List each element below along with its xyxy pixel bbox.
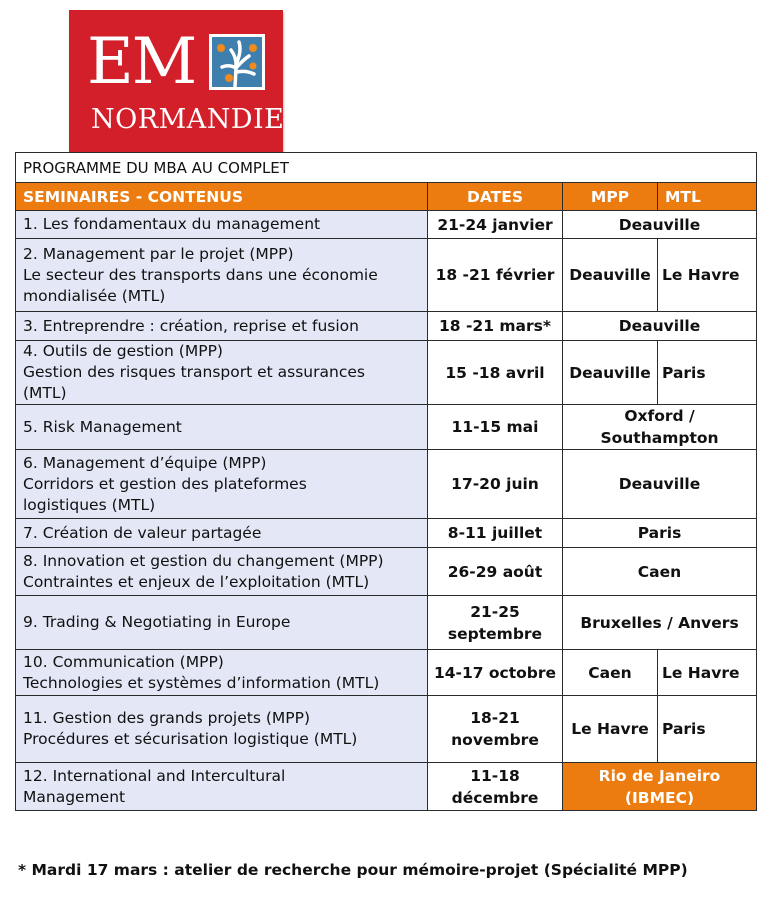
seminar-line: 5. Risk Management — [23, 417, 182, 436]
seminar-content — [16, 548, 428, 596]
seminar-dates — [428, 696, 563, 763]
location: Caen — [563, 548, 757, 596]
date-line: décembre — [451, 788, 539, 807]
seminar-line: 11. Gestion des grands projets (MPP) — [23, 709, 311, 727]
seminar-line: Contraintes et enjeux de l’exploitation (MTL) — [23, 572, 370, 591]
table-row — [16, 239, 757, 312]
seminar-content — [16, 696, 428, 763]
seminar-content — [16, 405, 428, 450]
seminar-dates — [428, 548, 563, 596]
location — [563, 405, 757, 450]
date-line: 8-11 juillet — [447, 524, 543, 542]
seminar-line: Le secteur des transports dans une économie — [23, 265, 378, 284]
seminar-content — [16, 763, 428, 811]
seminar-dates — [428, 519, 563, 548]
seminar-line: logistiques (MTL) — [23, 495, 156, 514]
seminar-dates — [428, 341, 563, 405]
location-mtl: Paris — [658, 341, 757, 405]
table-header-row — [16, 183, 757, 211]
em-normandie-logo — [69, 10, 283, 152]
location-line: Oxford / — [624, 407, 695, 425]
table-title: PROGRAMME DU MBA AU COMPLET — [16, 153, 757, 183]
location-line: Southampton — [600, 429, 719, 447]
date-line: septembre — [447, 624, 543, 643]
seminar-line: 8. Innovation et gestion du changement (MPP) — [23, 551, 384, 570]
seminar-line: 10. Communication (MPP) — [23, 652, 224, 671]
location-mpp: Le Havre — [563, 696, 658, 763]
date-line: 14-17 octobre — [433, 663, 557, 682]
date-line: 11-15 mai — [451, 418, 539, 436]
date-line: 21-25 — [470, 602, 520, 621]
seminar-content — [16, 239, 428, 312]
seminar-dates — [428, 596, 563, 650]
location-line: Rio de Janeiro — [598, 766, 721, 785]
location-mpp: Deauville — [563, 239, 658, 312]
seminar-line: 12. International and Intercultural — [23, 766, 286, 785]
seminar-line: 2. Management par le projet (MPP) — [23, 244, 294, 263]
tree-icon — [209, 34, 265, 90]
seminar-line: 3. Entreprendre : création, reprise et fusion — [23, 316, 359, 335]
location — [563, 763, 757, 811]
date-line: 11-18 — [470, 766, 520, 785]
table-row — [16, 405, 757, 450]
date-line: 21-24 janvier — [437, 215, 553, 234]
date-line: 17-20 juin — [451, 475, 539, 493]
programme-table — [15, 152, 757, 811]
header-dates: DATES — [428, 183, 563, 211]
table-row — [16, 650, 757, 696]
seminar-line: Management — [23, 787, 126, 806]
header-mpp: MPP — [563, 183, 658, 211]
header-seminaires: SEMINAIRES - CONTENUS — [16, 183, 428, 211]
header-mtl: MTL — [658, 183, 757, 211]
seminar-dates — [428, 763, 563, 811]
date-line: 18 -21 mars* — [439, 317, 551, 335]
seminar-dates — [428, 312, 563, 341]
table-row — [16, 696, 757, 763]
location: Bruxelles / Anvers — [563, 596, 757, 650]
seminar-line: Corridors et gestion des plateformes — [23, 474, 307, 493]
location: Deauville — [563, 312, 757, 341]
seminar-line: 6. Management d’équipe (MPP) — [23, 453, 267, 472]
table-row — [16, 450, 757, 519]
table-row — [16, 211, 757, 239]
seminar-line: mondialisée (MTL) — [23, 286, 166, 305]
seminar-content — [16, 341, 428, 405]
location-mtl: Le Havre — [658, 239, 757, 312]
seminar-content — [16, 650, 428, 696]
location-line: (IBMEC) — [624, 788, 695, 807]
table-row — [16, 548, 757, 596]
seminar-line: 7. Création de valeur partagée — [23, 523, 262, 542]
logo-name: NORMANDIE — [91, 104, 285, 135]
date-line: 26-29 août — [447, 562, 543, 581]
date-line: 15 -18 avril — [445, 363, 545, 382]
seminar-dates — [428, 211, 563, 239]
seminar-dates — [428, 650, 563, 696]
location-mtl: Paris — [658, 696, 757, 763]
seminar-dates — [428, 239, 563, 312]
seminar-content — [16, 596, 428, 650]
table-row — [16, 312, 757, 341]
seminar-dates — [428, 450, 563, 519]
table-row — [16, 763, 757, 811]
seminar-line: 4. Outils de gestion (MPP) — [23, 342, 223, 360]
seminar-content — [16, 519, 428, 548]
seminar-line: 9. Trading & Negotiating in Europe — [23, 613, 291, 631]
table-title-row — [16, 153, 757, 183]
location-mtl: Le Havre — [658, 650, 757, 696]
location: Deauville — [563, 450, 757, 519]
date-line: novembre — [451, 731, 539, 749]
table-row — [16, 519, 757, 548]
location: Deauville — [563, 211, 757, 239]
seminar-line: Gestion des risques transport et assurances — [23, 363, 365, 381]
seminar-line: Procédures et sécurisation logistique (MTL) — [23, 730, 358, 748]
logo-letters: EM — [87, 25, 196, 99]
seminar-content — [16, 450, 428, 519]
seminar-content — [16, 211, 428, 239]
seminar-line: 1. Les fondamentaux du management — [23, 215, 321, 233]
date-line: 18-21 — [470, 709, 520, 727]
seminar-line: (MTL) — [23, 384, 67, 402]
seminar-content — [16, 312, 428, 341]
seminar-dates — [428, 405, 563, 450]
location-mpp: Deauville — [563, 341, 658, 405]
location-mpp: Caen — [563, 650, 658, 696]
table-row — [16, 596, 757, 650]
location: Paris — [563, 519, 757, 548]
footnote: * Mardi 17 mars : atelier de recherche pour mémoire-projet (Spécialité MPP) — [18, 861, 688, 879]
table-row — [16, 341, 757, 405]
seminar-line: Technologies et systèmes d’information (MTL) — [23, 673, 380, 692]
date-line: 18 -21 février — [435, 266, 555, 284]
